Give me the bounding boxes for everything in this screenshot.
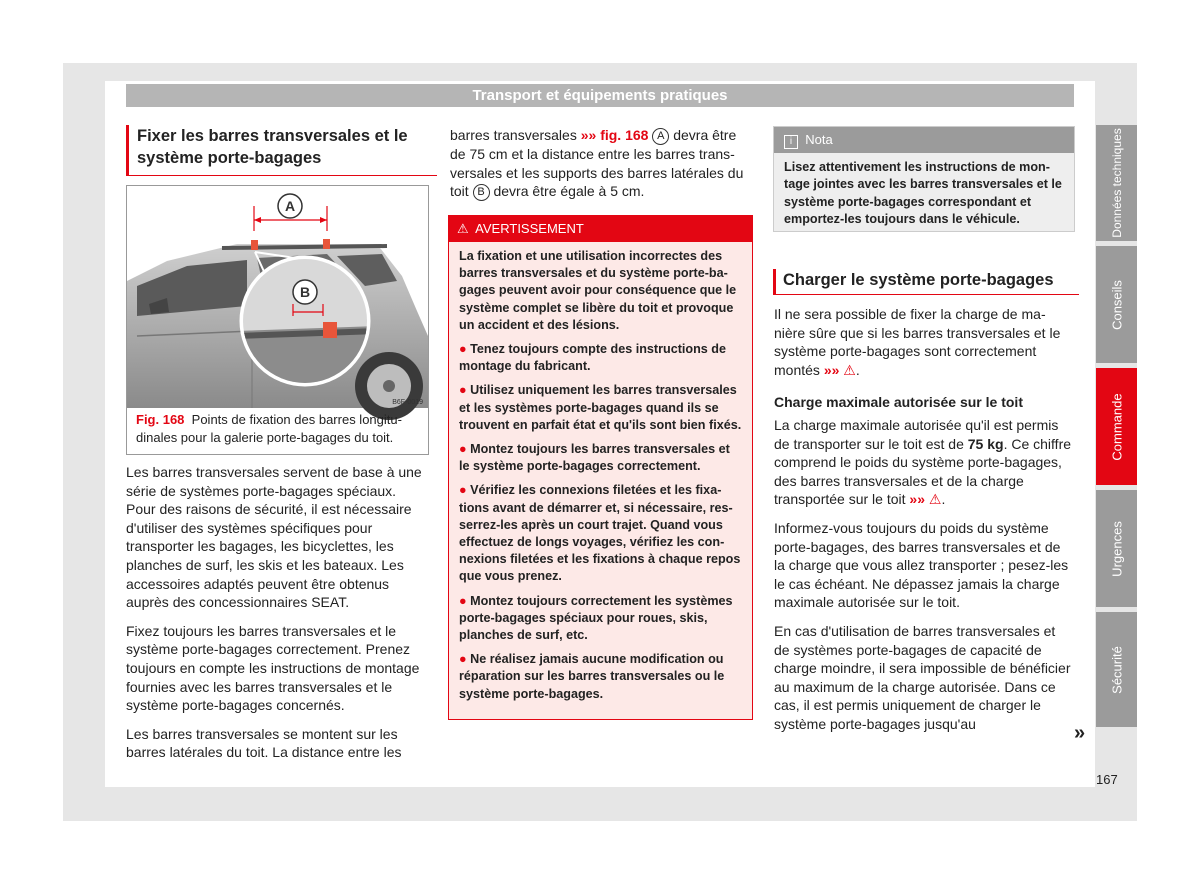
paragraph-text: devra être de 75 cm et la distance entre les barres transversales et les supports des barres latérales du toit — [450, 127, 744, 200]
warning-body — [449, 242, 752, 703]
warning-box — [448, 215, 753, 720]
bullet-icon: ● — [459, 383, 467, 398]
warning-triangle-icon: ⚠ — [928, 491, 942, 508]
warning-bullet-text: Utilisez uniquement les barres transversales et les systèmes porte-bagages quand ils se trouvent en parfait état et qu'ils sont bien fixés. — [459, 383, 742, 432]
tab-commande[interactable] — [1096, 368, 1137, 485]
warning-bullet — [459, 341, 742, 375]
tab-label: Urgences — [1109, 520, 1124, 577]
continue-arrow-icon: » — [1074, 722, 1086, 744]
paragraph-text: . Ce chiffre comprend le poids du système porte-bagages, des barres transversales et de la charge transportée sur le toit — [774, 435, 1072, 508]
reference-arrow-icon: »» — [580, 127, 597, 143]
reference-arrow-icon: »» — [823, 361, 840, 378]
paragraph: Informez-vous toujours du poids du système porte-bagages, des barres transversales et de la charge que vous allez transporter ; pesez-les le cas échéant. Ne dépassez jamais la charge maximale autorisée sur le toit. — [774, 519, 1069, 611]
middle-body — [450, 126, 750, 211]
note-header — [774, 127, 1074, 153]
figure-reference-link[interactable]: fig. 168 — [600, 127, 649, 143]
page-number: 167 — [1096, 772, 1118, 787]
paragraph-text: barres transversales — [450, 127, 577, 143]
warning-triangle-icon: ⚠ — [843, 361, 856, 378]
warning-triangle-icon: ⚠ — [457, 221, 469, 236]
bullet-icon: ● — [459, 442, 467, 457]
tab-urgences[interactable] — [1096, 490, 1137, 607]
paragraph-text: devra être égale à 5 cm. — [493, 183, 645, 200]
warning-bullet-text: Tenez toujours compte des instructions de montage du fabricant. — [459, 342, 726, 374]
paragraph: En cas d'utilisation de barres transversales et de systèmes porte-bagages de capacité de charge moindre, il sera impossible de bénéficier au maximum de la charge autorisée. Dans ce cas, il est permis uniquement de charger le système porte-bagages jusqu'au — [774, 622, 1071, 732]
note-box — [773, 126, 1075, 232]
subheading: Charge maximale autorisée sur le toit — [774, 394, 1023, 411]
tab-conseils[interactable] — [1096, 246, 1137, 363]
warning-intro: La fixation et une utilisation incorrectes des barres transversales et du système porte-bagages peuvent avoir pour conséquence que le système complet se libère du toit et provoque un accident et des lésions. — [459, 249, 737, 332]
tab-label: Données techniques — [1109, 128, 1124, 238]
section-heading-load — [773, 269, 1079, 295]
section-heading-text: Fixer les barres transversales et le système porte-bagages — [137, 127, 408, 167]
paragraph: Fixez toujours les barres transversales et le système porte-bagages correctement. Prenez toujours en compte les instructions de montage fournies avec les barres transversales et le système porte-bagages concernés. — [126, 622, 420, 714]
warning-bullet — [459, 593, 742, 645]
figure-code: B6F-0019 — [392, 399, 423, 406]
warning-bullet-text: Montez toujours correctement les systèmes porte-bagages spéciaux pour roues, skis, planches de surf, etc. — [459, 593, 733, 643]
warning-bullet — [459, 651, 742, 703]
figure-caption — [136, 411, 421, 447]
section-heading-fix — [126, 125, 437, 176]
right-body: Il ne sera possible de fixer la charge de manière sûre que si les barres transversales et le système porte-bagages sont correctement montés »» ⚠. Charge maximale autorisée sur le toit La charge maximale autorisée qu'il est permis de transporter sur le toit est de 75 kg. Ce chiffre comprend le poids du système porte-bagages, des barres transversales et de la charge transportée sur le toit »» ⚠. Informez-vous toujours du poids du système porte-bagages, des barres transversales et de la charge que vous allez transporter ; pesez-les le cas échéant. Ne dépassez jamais la charge maximale autorisée sur le toit. En cas d'utilisation de barres transversales et de systèmes porte-bagages de capacité de charge moindre, il sera impossible de bénéficier au maximum de la charge autorisée. Dans ce cas, il est permis uniquement de charger le système porte-bagages jusqu'au — [774, 306, 1072, 732]
tab-label: Conseils — [1109, 279, 1124, 330]
paragraph: Les barres transversales se montent sur les barres latérales du toit. La distance entre les — [126, 725, 402, 761]
reference-arrow-icon: »» — [909, 491, 925, 508]
bullet-icon: ● — [459, 593, 467, 608]
bullet-icon: ● — [459, 483, 467, 498]
warning-bullet-text: Montez toujours les barres transversales et le système porte-bagages correctement. — [459, 442, 730, 474]
bullet-icon: ● — [459, 342, 467, 357]
warning-header — [449, 216, 752, 242]
figure-caption-text: Points de fixation des barres longitudinales pour la galerie porte-bagages du toit. — [136, 412, 402, 445]
warning-bullet — [459, 382, 742, 434]
warning-title: AVERTISSEMENT — [475, 221, 584, 236]
info-icon: i — [784, 135, 798, 149]
circled-letter-a: A — [652, 128, 669, 145]
max-load-value: 75 kg — [967, 435, 1004, 452]
circled-letter-b: B — [473, 184, 490, 201]
warning-bullet-text: Vérifiez les connexions filetées et les fixations avant de démarrer et, si nécessaire, resserrez-les après un court trajet. Quand vous effectuez de longs voyages, vérifiez les connexions filetées et les fixations à chaque repos que vous prenez. — [459, 483, 741, 584]
note-text: Lisez attentivement les instructions de montage jointes avec les barres transversales et le système porte-bagages correspondant et emportez-les toujours dans le véhicule. — [784, 160, 1062, 227]
paragraph: Les barres transversales servent de base à une série de systèmes porte-bagages spéciaux. Pour des raisons de sécurité, il est nécessaire d'utiliser des systèmes spécifiques pour transporter les bagages, les bicyclettes, les planches de surf, les skis et les bateaux. Les accessoires adaptés peuvent être obtenus auprès des concessionnaires SEAT. — [126, 464, 422, 611]
section-heading-text: Charger le système porte-bagages — [783, 271, 1054, 289]
chapter-title: Transport et équipements pratiques — [472, 87, 728, 104]
tab-label: Commande — [1109, 392, 1124, 461]
chapter-header — [126, 84, 1074, 107]
figure-number: Fig. 168 — [136, 412, 185, 427]
label-b: B — [299, 284, 311, 300]
left-body — [126, 463, 426, 772]
warning-bullet-text: Ne réalisez jamais aucune modification ou réparation sur les barres transversales ou le système porte-bagages. — [459, 652, 725, 701]
warning-bullet — [459, 482, 742, 585]
tab-donnees-techniques[interactable] — [1096, 125, 1137, 241]
paragraph-text: La charge maximale autorisée qu'il est permis de transporter sur le toit est de — [774, 416, 1059, 452]
paragraph-text: Il ne sera possible de fixer la charge de manière sûre que si les barres transversales et le système porte-bagages sont correctement montés — [774, 306, 1061, 378]
tab-securite[interactable] — [1096, 612, 1137, 727]
warning-bullet — [459, 441, 742, 475]
label-a: A — [284, 198, 296, 214]
note-title: Nota — [805, 132, 833, 147]
bullet-icon: ● — [459, 652, 467, 667]
tab-label: Sécurité — [1109, 645, 1124, 694]
